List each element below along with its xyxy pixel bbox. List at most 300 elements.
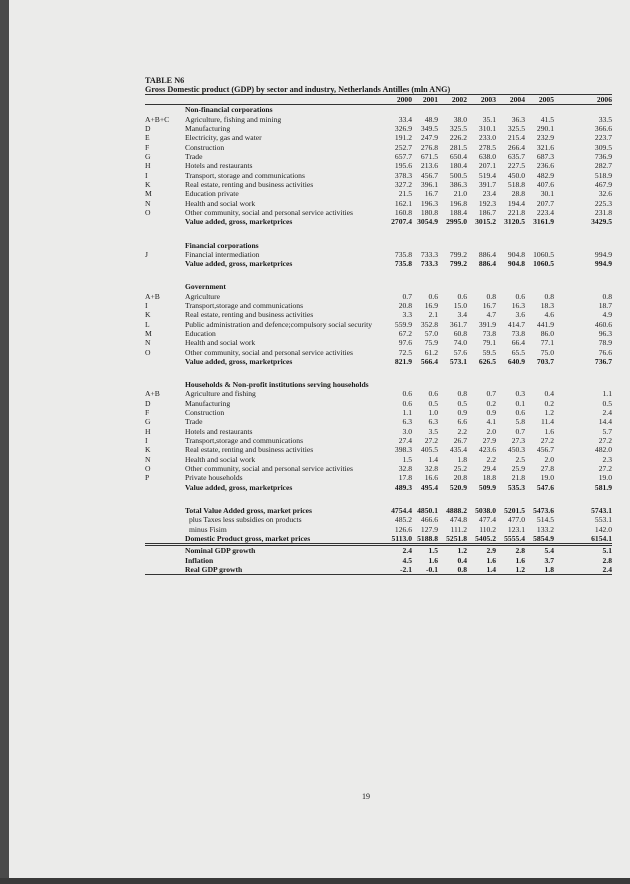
table-row [145, 171, 612, 180]
value-cell: 75.0 [540, 347, 554, 357]
year-header: 2003 [480, 95, 496, 104]
value-cell: 687.3 [536, 152, 554, 162]
industry-code: O [145, 464, 151, 474]
year-header: 2004 [509, 95, 525, 104]
year-header: 2001 [422, 95, 438, 104]
row-label: Health and social work [185, 338, 256, 348]
value-cell: 192.3 [478, 198, 496, 208]
value-cell: 41.5 [540, 114, 554, 124]
row-label: Transport,storage and communications [185, 300, 304, 310]
value-cell: 635.7 [507, 152, 525, 162]
value-cell: 29.4 [482, 464, 496, 474]
row-label: Construction [185, 408, 225, 418]
value-cell: 0.6 [457, 291, 467, 301]
value-cell: 581.9 [594, 482, 612, 492]
value-cell: 18.8 [482, 473, 496, 483]
value-cell: 207.7 [536, 198, 554, 208]
value-cell: 2.1 [428, 310, 438, 320]
value-cell: 407.6 [536, 180, 554, 190]
table-row [145, 133, 612, 142]
value-cell: 391.7 [478, 180, 496, 190]
value-cell: 321.6 [536, 142, 554, 152]
value-cell: 32.6 [598, 189, 612, 199]
value-cell: 349.5 [420, 124, 438, 134]
value-cell: 396.1 [420, 180, 438, 190]
value-cell: 904.8 [507, 259, 525, 269]
industry-code: I [145, 170, 148, 180]
table-row [145, 565, 612, 575]
value-cell: 38.0 [453, 114, 467, 124]
value-cell: 223.4 [536, 208, 554, 218]
industry-code: O [145, 208, 151, 218]
table-row [145, 389, 612, 398]
row-label: minus Fisim [189, 524, 227, 534]
value-cell: 1.0 [428, 408, 438, 418]
scan-edge-bottom [0, 878, 630, 884]
table-body [145, 105, 612, 575]
table-row [145, 525, 612, 534]
value-cell: 21.0 [453, 189, 467, 199]
value-cell: 3.5 [428, 426, 438, 436]
value-cell: 221.8 [507, 208, 525, 218]
value-cell: 566.4 [420, 356, 438, 366]
value-cell: 2.5 [515, 454, 525, 464]
value-cell: 482.9 [536, 170, 554, 180]
value-cell: 18.3 [540, 300, 554, 310]
value-cell: 2.8 [602, 555, 612, 565]
value-cell: 1060.5 [533, 249, 554, 259]
industry-code: F [145, 142, 150, 152]
value-cell: 86.0 [540, 328, 554, 338]
row-label: Other community, social and personal service activities [185, 347, 353, 357]
value-cell: 1.5 [402, 454, 412, 464]
value-cell: 247.9 [420, 133, 438, 143]
value-cell: 162.1 [394, 198, 412, 208]
value-cell: 48.9 [424, 114, 438, 124]
page-number: 19 [362, 792, 370, 801]
value-cell: 514.5 [536, 515, 554, 525]
value-cell: 5.4 [544, 546, 554, 556]
value-cell: 657.7 [394, 152, 412, 162]
value-cell: 207.1 [478, 161, 496, 171]
value-cell: 0.9 [486, 408, 496, 418]
value-cell: 0.8 [457, 389, 467, 399]
value-cell: 66.4 [511, 338, 525, 348]
row-label: Other community, social and personal service activities [185, 464, 353, 474]
industry-code: F [145, 408, 150, 418]
industry-code [145, 545, 185, 556]
year-header: 2002 [451, 95, 467, 104]
table-row [145, 399, 612, 408]
value-cell: 5251.8 [446, 533, 467, 543]
value-cell: 435.4 [449, 445, 467, 455]
value-cell: 736.7 [594, 356, 612, 366]
table-row [145, 545, 612, 556]
value-cell: 518.8 [507, 180, 525, 190]
table-row [145, 556, 612, 565]
table-row [145, 329, 612, 338]
value-cell: 16.7 [482, 300, 496, 310]
value-cell: 467.9 [594, 180, 612, 190]
value-cell: 33.4 [398, 114, 412, 124]
value-cell: 57.0 [424, 328, 438, 338]
value-cell: 391.9 [478, 319, 496, 329]
industry-code: M [145, 328, 152, 338]
value-cell: 5113.0 [391, 533, 412, 543]
value-cell: 27.3 [511, 436, 525, 446]
row-label: Value added, gross, marketprices [185, 482, 293, 492]
value-cell: 133.2 [536, 524, 554, 534]
industry-code [145, 259, 185, 268]
table-row [145, 115, 612, 124]
row-label: Inflation [185, 555, 214, 565]
value-cell: 14.4 [598, 417, 612, 427]
value-cell: 215.4 [507, 133, 525, 143]
industry-code [145, 506, 185, 515]
table-row [145, 189, 612, 198]
value-cell: 2.4 [602, 408, 612, 418]
table-row [145, 483, 612, 492]
value-cell: 886.4 [478, 249, 496, 259]
value-cell: 23.4 [482, 189, 496, 199]
value-cell: 2.2 [486, 454, 496, 464]
value-cell: 5.8 [515, 417, 525, 427]
value-cell: 3120.5 [504, 217, 525, 227]
value-cell: 0.2 [486, 398, 496, 408]
value-cell: 0.6 [428, 389, 438, 399]
value-cell: 27.2 [598, 464, 612, 474]
value-cell: 500.5 [449, 170, 467, 180]
table-row [145, 292, 612, 301]
value-cell: 4.1 [486, 417, 496, 427]
industry-code: G [145, 417, 151, 427]
value-cell: 3429.5 [591, 217, 612, 227]
value-cell: 232.9 [536, 133, 554, 143]
value-cell: 735.8 [394, 249, 412, 259]
value-cell: 310.1 [478, 124, 496, 134]
value-cell: 386.3 [449, 180, 467, 190]
value-cell: 735.8 [394, 259, 412, 269]
table-row [145, 180, 612, 189]
value-cell: 733.3 [420, 249, 438, 259]
row-label: Agriculture, fishing and mining [185, 114, 282, 124]
value-cell: 2.8 [515, 546, 525, 556]
value-cell: 0.4 [457, 555, 467, 565]
industry-code: L [145, 319, 150, 329]
value-cell: 0.4 [544, 389, 554, 399]
value-cell: 1.6 [515, 555, 525, 565]
industry-code: N [145, 454, 151, 464]
value-cell: 78.9 [598, 338, 612, 348]
year-header: 2000 [396, 95, 412, 104]
value-cell: 290.1 [536, 124, 554, 134]
value-cell: 32.8 [398, 464, 412, 474]
row-label: Education private [185, 189, 239, 199]
value-cell: 6.3 [402, 417, 412, 427]
value-cell: 0.8 [457, 564, 467, 574]
value-cell: 0.5 [602, 398, 612, 408]
industry-code: K [145, 445, 151, 455]
year-header: 2006 [596, 95, 612, 104]
value-cell: 0.5 [428, 398, 438, 408]
table-row [145, 217, 612, 226]
value-cell: 553.1 [594, 515, 612, 525]
value-cell: 30.1 [540, 189, 554, 199]
industry-code [145, 565, 185, 575]
value-cell: 733.3 [420, 259, 438, 269]
value-cell: 366.6 [594, 124, 612, 134]
value-cell: 4754.4 [391, 505, 412, 515]
value-cell: 33.5 [598, 114, 612, 124]
value-cell: 16.7 [424, 189, 438, 199]
value-cell: 160.8 [394, 208, 412, 218]
value-cell: 489.3 [394, 482, 412, 492]
value-cell: 1.4 [428, 454, 438, 464]
value-cell: 573.1 [449, 356, 467, 366]
industry-code [145, 534, 185, 545]
value-cell: 3054.9 [417, 217, 438, 227]
value-cell: 6.6 [457, 417, 467, 427]
value-cell: 1.4 [486, 564, 496, 574]
value-cell: 75.9 [424, 338, 438, 348]
spacer-row [145, 492, 612, 506]
value-cell: 5.1 [602, 546, 612, 556]
row-label: Hotels and restaurants [185, 161, 253, 171]
value-cell: 25.2 [453, 464, 467, 474]
value-cell: 17.8 [398, 473, 412, 483]
row-label: Trade [185, 417, 203, 427]
value-cell: 196.3 [420, 198, 438, 208]
value-cell: 1.6 [486, 555, 496, 565]
value-cell: 2.2 [457, 426, 467, 436]
table-row [145, 445, 612, 454]
value-cell: 2.4 [602, 564, 612, 574]
value-cell: 5405.2 [475, 533, 496, 543]
value-cell: 326.9 [394, 124, 412, 134]
value-cell: 196.8 [449, 198, 467, 208]
value-cell: 361.7 [449, 319, 467, 329]
value-cell: 456.7 [420, 170, 438, 180]
value-cell: 398.3 [394, 445, 412, 455]
table-title: TABLE N6 [145, 76, 185, 85]
industry-code [145, 282, 185, 291]
value-cell: 77.1 [540, 338, 554, 348]
industry-code: H [145, 161, 151, 171]
value-cell: 11.4 [540, 417, 554, 427]
value-cell: 282.7 [594, 161, 612, 171]
value-cell: 994.9 [594, 259, 612, 269]
value-cell: 2.0 [486, 426, 496, 436]
row-label: Value added, gross, marketprices [185, 217, 293, 227]
value-cell: 20.8 [398, 300, 412, 310]
value-cell: 5854.9 [533, 533, 554, 543]
value-cell: 466.6 [420, 515, 438, 525]
section-header-row [145, 282, 612, 291]
row-label: Real GDP growth [185, 564, 243, 574]
industry-code: N [145, 198, 151, 208]
value-cell: 57.6 [453, 347, 467, 357]
value-cell: 519.4 [478, 170, 496, 180]
value-cell: 2.9 [486, 546, 496, 556]
value-cell: 231.8 [594, 208, 612, 218]
value-cell: 4.5 [402, 555, 412, 565]
industry-code: E [145, 133, 150, 143]
value-cell: 0.7 [486, 389, 496, 399]
value-cell: 0.6 [515, 408, 525, 418]
value-cell: 309.5 [594, 142, 612, 152]
value-cell: 736.9 [594, 152, 612, 162]
value-cell: 485.2 [394, 515, 412, 525]
value-cell: 559.9 [394, 319, 412, 329]
row-label: Health and social work [185, 198, 256, 208]
value-cell: 638.0 [478, 152, 496, 162]
value-cell: 223.7 [594, 133, 612, 143]
table-row [145, 408, 612, 417]
value-cell: 28.8 [511, 189, 525, 199]
value-cell: 21.8 [511, 473, 525, 483]
table-row [145, 436, 612, 445]
value-cell: 6154.1 [591, 533, 612, 543]
value-cell: 0.6 [402, 389, 412, 399]
section-header-row [145, 380, 612, 389]
industry-code: I [145, 436, 148, 446]
industry-code: A+B [145, 291, 160, 301]
value-cell: 5555.4 [504, 533, 525, 543]
value-cell: 450.3 [507, 445, 525, 455]
industry-code: D [145, 124, 151, 134]
value-cell: 2.0 [544, 454, 554, 464]
value-cell: 27.8 [540, 464, 554, 474]
section-header-row [145, 105, 612, 115]
value-cell: 73.8 [511, 328, 525, 338]
value-cell: 142.0 [594, 524, 612, 534]
value-cell: 19.0 [598, 473, 612, 483]
value-cell: 2995.0 [446, 217, 467, 227]
industry-code: O [145, 347, 151, 357]
value-cell: 5.7 [602, 426, 612, 436]
table-row [145, 250, 612, 259]
value-cell: 1060.5 [533, 259, 554, 269]
value-cell: 1.2 [457, 546, 467, 556]
row-label: Agriculture and fishing [185, 389, 256, 399]
value-cell: 74.0 [453, 338, 467, 348]
table-row [145, 310, 612, 319]
industry-code: J [145, 249, 148, 259]
industry-code: H [145, 426, 151, 436]
value-cell: 5473.6 [533, 505, 554, 515]
scan-edge-left [0, 0, 9, 884]
value-cell: 111.2 [450, 524, 467, 534]
value-cell: 3.6 [515, 310, 525, 320]
value-cell: 0.7 [515, 426, 525, 436]
industry-code: I [145, 300, 148, 310]
row-label: Other community, social and personal service activities [185, 208, 353, 218]
table-row [145, 143, 612, 152]
industry-code [145, 357, 185, 366]
value-cell: 60.8 [453, 328, 467, 338]
value-cell: 325.5 [507, 124, 525, 134]
value-cell: 5188.8 [417, 533, 438, 543]
value-cell: 252.7 [394, 142, 412, 152]
section-title: Non-financial corporations [185, 105, 273, 115]
value-cell: 0.8 [544, 291, 554, 301]
value-cell: 477.4 [478, 515, 496, 525]
value-cell: 110.2 [479, 524, 496, 534]
row-label: Transport, storage and communications [185, 170, 305, 180]
row-label: Electricity, gas and water [185, 133, 262, 143]
industry-code: M [145, 189, 152, 199]
row-label: Domestic Product gross, market prices [185, 533, 311, 543]
value-cell: 186.7 [478, 208, 496, 218]
table-row [145, 208, 612, 217]
value-cell: 180.4 [449, 161, 467, 171]
value-cell: 4.9 [602, 310, 612, 320]
row-label: Nominal GDP growth [185, 546, 256, 556]
value-cell: 16.9 [424, 300, 438, 310]
row-label: Health and social work [185, 454, 256, 464]
value-cell: 3.7 [544, 555, 554, 565]
gdp-table-section [145, 76, 612, 575]
table-row [145, 357, 612, 366]
industry-code [145, 380, 185, 389]
value-cell: 821.9 [394, 356, 412, 366]
value-cell: 474.8 [449, 515, 467, 525]
value-cell: 414.7 [507, 319, 525, 329]
value-cell: 61.2 [424, 347, 438, 357]
table-row [145, 124, 612, 133]
value-cell: 191.2 [394, 133, 412, 143]
table-row [145, 301, 612, 310]
value-cell: 233.0 [478, 133, 496, 143]
value-cell: 1.1 [602, 389, 612, 399]
value-cell: 2.3 [602, 454, 612, 464]
value-cell: 0.6 [428, 291, 438, 301]
value-cell: 188.4 [449, 208, 467, 218]
table-row [145, 515, 612, 524]
value-cell: 0.6 [402, 398, 412, 408]
value-cell: 0.8 [486, 291, 496, 301]
value-cell: 423.6 [478, 445, 496, 455]
value-cell: 378.3 [394, 170, 412, 180]
value-cell: 535.3 [507, 482, 525, 492]
value-cell: 65.5 [511, 347, 525, 357]
value-cell: 194.4 [507, 198, 525, 208]
value-cell: -2.1 [399, 564, 412, 574]
value-cell: 3.3 [402, 310, 412, 320]
table-row [145, 464, 612, 473]
value-cell: 236.6 [536, 161, 554, 171]
table-row [145, 455, 612, 464]
value-cell: 703.7 [536, 356, 554, 366]
industry-code: N [145, 338, 151, 348]
spacer-row [145, 269, 612, 283]
industry-code [145, 525, 185, 534]
industry-code [145, 556, 185, 565]
value-cell: 72.5 [398, 347, 412, 357]
industry-code: A+B+C [145, 114, 170, 124]
value-cell: 1.8 [457, 454, 467, 464]
section-title: Government [185, 282, 226, 292]
value-cell: 640.9 [507, 356, 525, 366]
row-label: Real estate, renting and business activities [185, 445, 314, 455]
value-cell: 27.4 [398, 436, 412, 446]
value-cell: 405.5 [420, 445, 438, 455]
industry-code [145, 515, 185, 524]
table-row [145, 338, 612, 347]
spacer-row [145, 366, 612, 380]
value-cell: 123.1 [507, 524, 525, 534]
value-cell: 16.3 [511, 300, 525, 310]
